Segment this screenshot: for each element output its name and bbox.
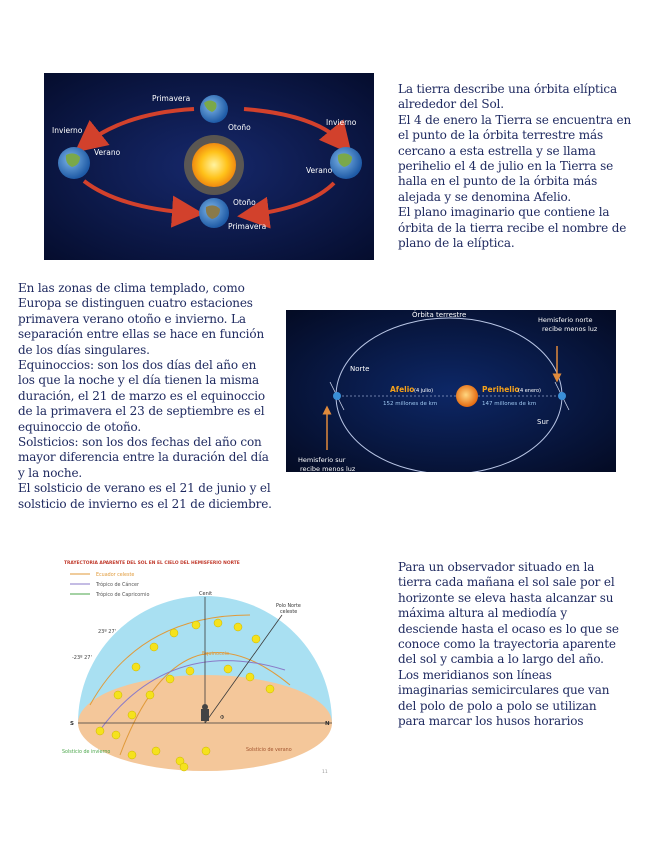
text-line: Solsticios: son los dos fechas del año con xyxy=(18,435,262,450)
text-line: Europa se distinguen cuatro estaciones xyxy=(18,296,253,311)
legend-label: Trópico de Cáncer xyxy=(96,583,139,588)
sun-dot xyxy=(202,747,210,755)
space-background xyxy=(286,310,616,472)
angle-label: -23º 27' xyxy=(72,655,92,661)
sun-dot xyxy=(252,635,260,643)
text-line: de los días singulares. xyxy=(18,342,150,357)
text-line: alrededor del Sol. xyxy=(398,97,504,112)
sun-icon xyxy=(456,385,478,407)
text-line: El solsticio de verano es el 21 de junio y el xyxy=(18,481,271,496)
legend-label: Ecuador celeste xyxy=(96,573,135,578)
legend-label: Trópico de Capricornio xyxy=(96,593,150,598)
text-line: Los meridianos son líneas xyxy=(398,667,552,682)
label-invierno: Invierno xyxy=(52,126,83,135)
earth-icon xyxy=(333,392,341,400)
hemisphere-north-label: Hemisferio norte xyxy=(538,316,593,324)
sun-dot xyxy=(224,665,232,673)
sun-dot xyxy=(214,619,222,627)
perihelion-date: (4 enero) xyxy=(518,388,541,394)
text-line: del polo de polo a polo se utilizan xyxy=(398,698,597,713)
sun-dot xyxy=(234,623,242,631)
orbit-label: Órbita terrestre xyxy=(412,311,467,319)
text-line: alejada y se denomina Afelio. xyxy=(398,189,572,204)
sun-dot xyxy=(180,763,188,771)
sun-dot xyxy=(150,643,158,651)
seasons-paragraph xyxy=(18,281,272,512)
text-line: perihelio el 4 de julio en la Tierra se xyxy=(398,159,614,174)
text-line: imaginarias semicirculares que van xyxy=(398,683,610,698)
text-line: de la primavera el 23 de septiembre es el xyxy=(18,404,265,419)
hemisphere-south-label: recibe menos luz xyxy=(300,465,356,472)
text-line: equinoccio de otoño. xyxy=(18,419,142,434)
north-label: N xyxy=(325,721,330,727)
text-line: plano de la elíptica. xyxy=(398,236,515,251)
south-label: Sur xyxy=(537,418,549,426)
sun-dot xyxy=(186,667,194,675)
hemisphere-south-label: Hemisferio sur xyxy=(298,456,346,464)
winter-solstice-label: Solsticio de invierno xyxy=(62,750,111,755)
aphelion-perihelion-figure xyxy=(286,310,616,472)
text-line: órbita de la tierra recibe el nombre de xyxy=(398,220,627,235)
sun-path-figure xyxy=(60,555,344,783)
text-line: y la noche. xyxy=(18,465,83,480)
sun-icon xyxy=(192,143,236,187)
text-line: tierra cada mañana el sol sale por el xyxy=(398,575,615,590)
text-line: Para un observador situado en la xyxy=(398,560,595,574)
text-line: Equinoccios: son los dos días del año en xyxy=(18,358,257,373)
label-primavera: Primavera xyxy=(228,222,267,231)
label-invierno: Invierno xyxy=(326,118,357,127)
equinox-label: Equinoccio xyxy=(202,651,230,657)
text-line: mayor diferencia entre la duración del día xyxy=(18,450,269,465)
sun-dot xyxy=(170,629,178,637)
sun-dot xyxy=(192,621,200,629)
text-line: máxima altura al mediodía y xyxy=(398,606,567,621)
text-line: horizonte se eleva hasta alcanzar su xyxy=(398,590,614,605)
corner-number: 11 xyxy=(322,770,328,775)
sun-dot xyxy=(112,731,120,739)
sun-dot xyxy=(114,691,122,699)
label-verano: Verano xyxy=(94,148,121,157)
text-line: solsticio de invierno es el 21 de diciembre. xyxy=(18,496,272,511)
text-line: para marcar los husos horarios xyxy=(398,714,584,729)
text-line: el punto de la órbita terrestre más xyxy=(398,128,604,143)
label-otono: Otoño xyxy=(228,123,251,132)
figure-title: TRAYECTORIA APARENTE DEL SOL EN EL CIELO DEL HEMISFERIO NORTE xyxy=(64,561,240,566)
sun-dot xyxy=(96,727,104,735)
label-otono: Otoño xyxy=(233,198,256,207)
pole-label: celeste xyxy=(280,610,298,615)
south-label: S xyxy=(70,721,74,727)
text-line: primavera verano otoño e invierno. La xyxy=(18,311,246,326)
hemisphere-north-label: recibe menos luz xyxy=(542,325,598,333)
text-line: del sol y cambia a lo largo del año. xyxy=(398,652,604,667)
text-line: halla en el punto de la órbita más xyxy=(398,174,598,189)
north-label: Norte xyxy=(350,365,370,373)
aphelion-date: (4 julio) xyxy=(414,388,434,394)
sun-path-paragraph xyxy=(398,560,619,729)
text-line: separación entre ellas se hace en función xyxy=(18,327,265,342)
text-line: El 4 de enero la Tierra se encuentra en xyxy=(398,112,632,127)
sun-dot xyxy=(128,711,136,719)
label-primavera: Primavera xyxy=(152,94,191,103)
aphelion-label: Afelio xyxy=(390,385,415,394)
latitude-label: Φ xyxy=(220,715,225,721)
sun-dot xyxy=(146,691,154,699)
label-verano: Verano xyxy=(306,166,333,175)
seasons-orbit-figure xyxy=(44,73,374,260)
text-line: cercano a esta estrella y se llama xyxy=(398,143,596,158)
perihelion-distance: 147 millones de km xyxy=(482,401,537,407)
text-line: El plano imaginario que contiene la xyxy=(398,205,610,220)
aphelion-distance: 152 millones de km xyxy=(383,401,438,407)
sun-dot xyxy=(166,675,174,683)
orbit-paragraph xyxy=(398,82,631,251)
text-line: los que la noche y el día tienen la misma xyxy=(18,373,260,388)
zenith-label: Cenit xyxy=(199,591,213,597)
angle-label: 23º 27' xyxy=(98,629,117,635)
sun-dot xyxy=(128,751,136,759)
sun-dot xyxy=(266,685,274,693)
sun-dot xyxy=(246,673,254,681)
pole-label: Polo Norte xyxy=(276,604,301,609)
text-line: desciende hasta el ocaso es lo que se xyxy=(398,621,619,636)
text-line: conoce como la trayectoria aparente xyxy=(398,637,616,652)
sun-dot xyxy=(152,747,160,755)
text-line: La tierra describe una órbita elíptica xyxy=(398,82,617,96)
text-line: En las zonas de clima templado, como xyxy=(18,281,245,295)
text-line: duración, el 21 de marzo es el equinoccio xyxy=(18,388,265,403)
sun-dot xyxy=(132,663,140,671)
summer-solstice-label: Solsticio de verano xyxy=(246,748,292,753)
earth-icon xyxy=(558,392,566,400)
observer-icon xyxy=(202,704,208,710)
perihelion-label: Perihelio xyxy=(482,385,520,394)
observer-icon xyxy=(201,709,209,721)
